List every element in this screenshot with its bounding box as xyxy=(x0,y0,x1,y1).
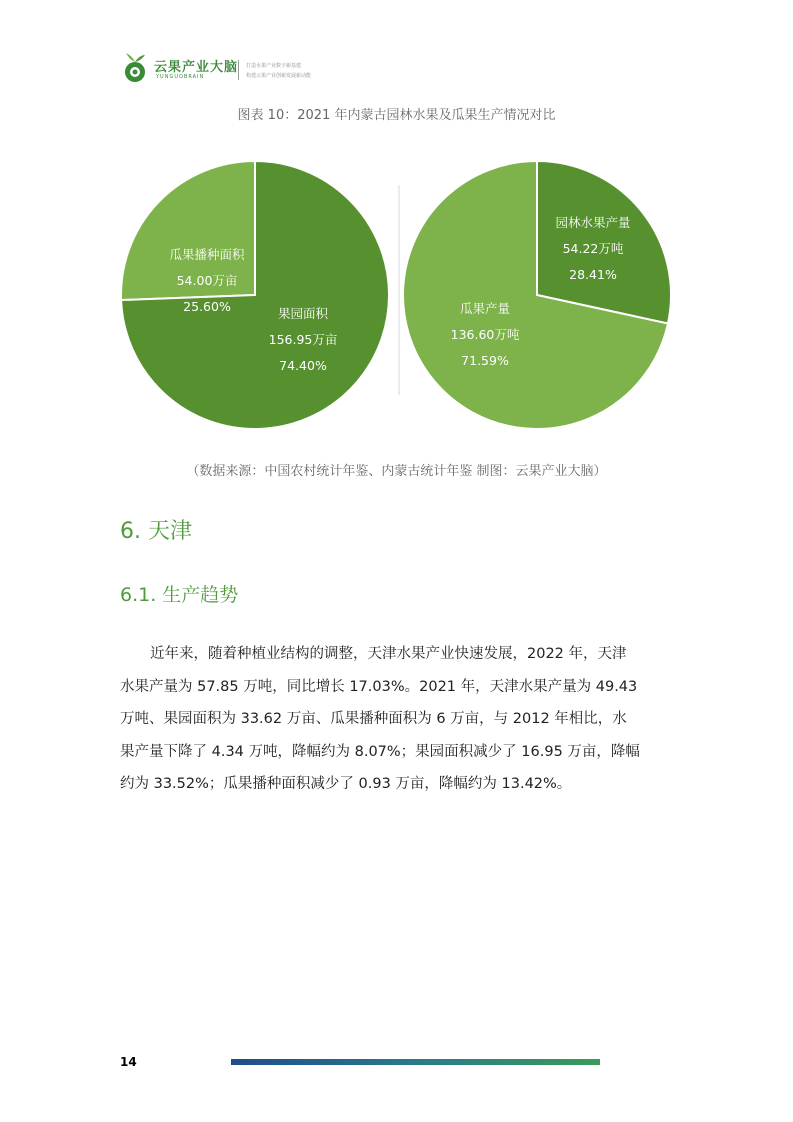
slice-percent: 25.60% xyxy=(183,299,231,314)
slice-value: 156.95万亩 xyxy=(268,332,338,347)
logo-icon xyxy=(120,50,150,84)
slice-value: 54.00万亩 xyxy=(176,273,238,288)
footer-bar xyxy=(231,1059,600,1065)
paragraph-line: 近年来，随着种植业结构的调整，天津水果产业快速发展，2022 年，天津 xyxy=(150,646,627,662)
slice-label: 瓜果播种面积 xyxy=(169,247,245,262)
slice-label: 瓜果产量 xyxy=(459,301,511,316)
logo-text: 云果产业大脑 xyxy=(154,60,239,75)
paragraph-line: 万吨、果园面积为 33.62 万亩、瓜果播种面积为 6 万亩，与 2012 年相比，水 xyxy=(120,711,627,727)
pie-chart-production xyxy=(403,161,671,429)
slogan-line-2: 构建云果产业创新发展新动能 xyxy=(246,73,312,79)
slice-percent: 71.59% xyxy=(461,353,509,368)
slice-percent: 28.41% xyxy=(569,267,617,282)
pie-chart-area xyxy=(121,161,389,429)
slice-value: 136.60万吨 xyxy=(450,327,520,342)
slogan-line-1: 打造水果产业数字新基建 xyxy=(246,63,302,69)
subsection-heading: 6.1. 生产趋势 xyxy=(120,584,239,606)
pie-charts xyxy=(115,155,680,435)
slice-percent: 74.40% xyxy=(279,358,327,373)
figure-caption: 图表 10：2021 年内蒙古园林水果及瓜果生产情况对比 xyxy=(237,108,556,123)
body-paragraph xyxy=(120,638,675,801)
paragraph-line: 水果产量为 57.85 万吨，同比增长 17.03%。2021 年，天津水果产量为 49.43 xyxy=(120,678,638,695)
page-header xyxy=(120,50,520,90)
slice-value: 54.22万吨 xyxy=(562,241,624,256)
section-heading: 6. 天津 xyxy=(120,519,192,544)
slice-label: 果园面积 xyxy=(277,306,329,321)
paragraph-line: 果产量下降了 4.34 万吨，降幅约为 8.07%；果园面积减少了 16.95 万亩，降幅 xyxy=(120,743,640,760)
logo-subtext: YUNGUOBRAIN xyxy=(156,74,205,80)
page-number: 14 xyxy=(120,1055,137,1069)
slice-label: 园林水果产量 xyxy=(555,215,631,230)
figure-source: （数据来源：中国农村统计年鉴、内蒙古统计年鉴 制图：云果产业大脑） xyxy=(186,464,607,479)
header-divider xyxy=(238,60,239,80)
paragraph-line: 约为 33.52%；瓜果播种面积减少了 0.93 万亩，降幅约为 13.42%。 xyxy=(120,776,572,792)
